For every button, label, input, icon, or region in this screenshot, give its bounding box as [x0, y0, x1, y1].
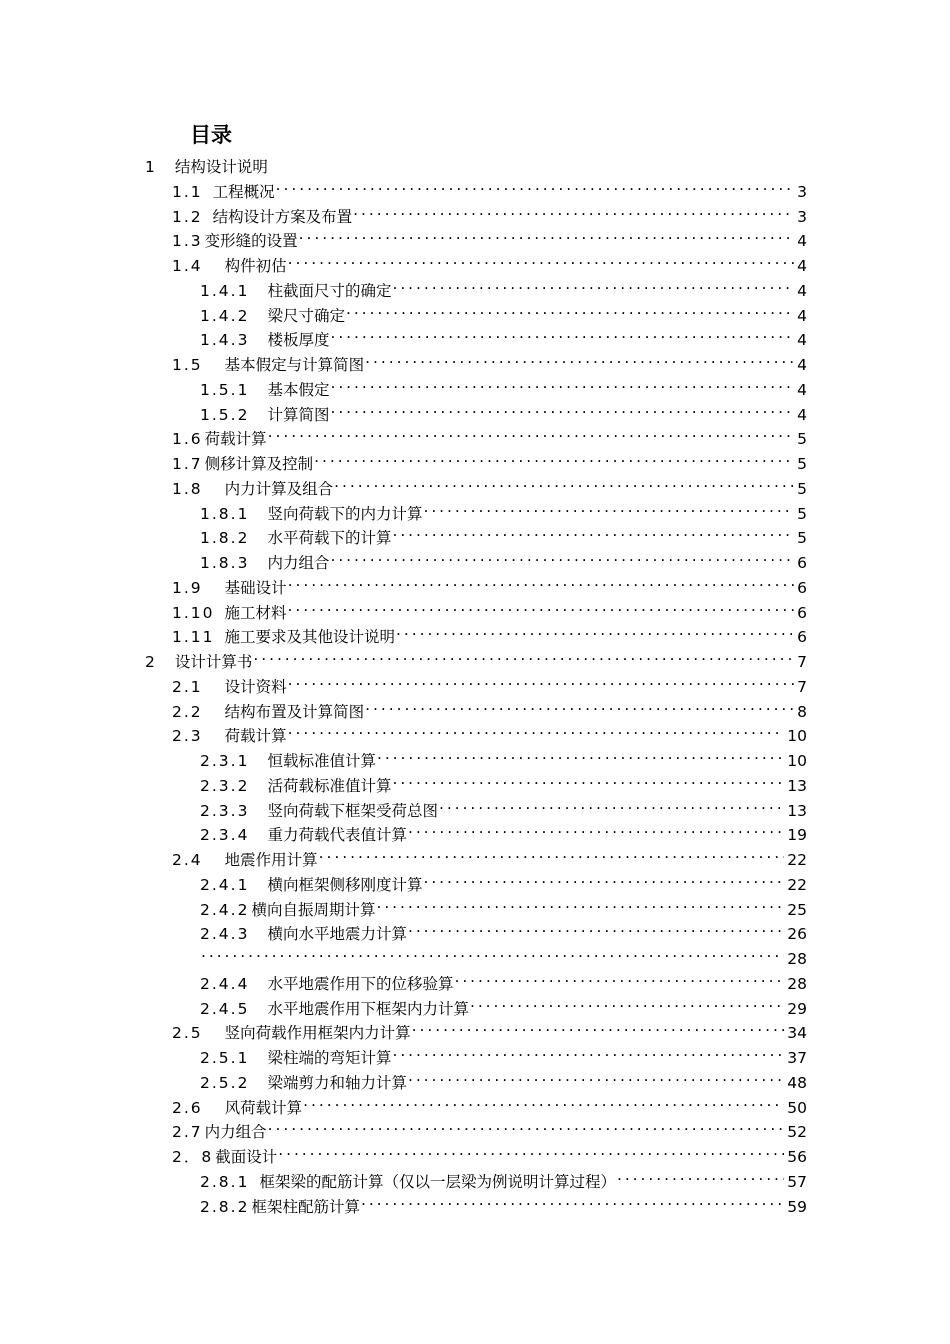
toc-entry-page: 28 — [787, 974, 807, 993]
toc-entry-page: 48 — [787, 1073, 807, 1092]
toc-entry-title: 梁端剪力和轴力计算 — [267, 1073, 407, 1092]
toc-entry-title: 施工材料 — [224, 603, 287, 622]
toc-dot-leader — [201, 940, 784, 964]
toc-entry[interactable] — [172, 173, 807, 201]
toc-entry-number: 1.6 — [172, 430, 203, 449]
toc-entry-page: 3 — [797, 207, 807, 226]
toc-entry-number: 2 — [145, 653, 157, 671]
toc-entry[interactable] — [200, 816, 807, 845]
toc-entry-title: 横向自振周期计算 — [251, 900, 376, 919]
toc-entry-number: 1.10 — [172, 603, 215, 622]
toc-entry-page: 6 — [797, 578, 807, 597]
toc-entry-number: 1.8.1 — [200, 504, 250, 523]
toc-entry-number: 2.4.2 — [200, 900, 250, 919]
toc-entry-number: 1.7 — [172, 455, 203, 473]
toc-entry-page: 4 — [797, 306, 807, 325]
toc-dot-leader — [276, 173, 794, 197]
toc-entry[interactable] — [172, 668, 807, 696]
toc-entry-title: 风荷载计算 — [224, 1098, 303, 1117]
toc-entry[interactable] — [172, 1113, 807, 1142]
toc-entry-number: 2.3.3 — [200, 801, 250, 820]
toc-entry-title: 竖向荷载下的内力计算 — [267, 504, 423, 523]
toc-dot-leader — [253, 643, 794, 667]
toc-entry-page: 37 — [787, 1049, 807, 1067]
toc-entry-title: 变形缝的设置 — [204, 232, 298, 251]
toc-entry-number: 2．8 — [172, 1148, 214, 1166]
toc-entry[interactable] — [200, 495, 807, 523]
toc-dot-leader — [269, 148, 804, 172]
toc-entry-number: 1.11 — [172, 628, 215, 647]
toc-dot-leader — [361, 1188, 784, 1212]
toc-entry-title: 竖向荷载作用框架内力计算 — [224, 1024, 411, 1043]
toc-entry[interactable] — [200, 321, 807, 350]
toc-entry-page: 8 — [797, 702, 807, 721]
toc-entry-number: 1.3 — [172, 232, 203, 251]
toc-entry-page: 4 — [797, 331, 807, 350]
toc-entry-page: 19 — [787, 826, 807, 845]
toc-dot-leader — [268, 1113, 785, 1137]
toc-entry[interactable] — [200, 866, 807, 894]
toc-entry[interactable] — [200, 297, 807, 325]
toc-entry-number: 2.2 — [172, 702, 203, 721]
toc-entry-number: 1.8.3 — [200, 554, 250, 572]
toc-dot-leader — [278, 1138, 784, 1162]
toc-entry-title: 水平地震作用下的位移验算 — [267, 974, 454, 993]
toc-entry-title: 梁柱端的弯矩计算 — [267, 1049, 392, 1067]
toc-dot-leader — [423, 866, 784, 890]
toc-entry[interactable] — [145, 148, 807, 176]
toc-dot-leader — [392, 1039, 784, 1063]
toc-entry-page: 3 — [797, 182, 807, 201]
toc-entry-page: 5 — [797, 455, 807, 473]
toc-dot-leader — [454, 965, 784, 989]
toc-entry-page: 34 — [787, 1024, 807, 1043]
toc-entry-title: 柱截面尺寸的确定 — [267, 281, 392, 300]
toc-dot-leader — [303, 1089, 784, 1113]
toc-entry[interactable] — [200, 742, 807, 770]
toc-dot-leader — [470, 990, 784, 1014]
toc-entry[interactable] — [200, 544, 807, 572]
toc-entry-number: 2.5 — [172, 1024, 203, 1043]
toc-dot-leader — [412, 1014, 785, 1038]
toc-entry-title: 框架柱配筋计算 — [251, 1197, 360, 1216]
toc-entry[interactable] — [145, 643, 807, 671]
toc-entry-page: 25 — [787, 900, 807, 919]
toc-entry[interactable] — [172, 198, 807, 226]
toc-entry-number: 1 — [145, 158, 157, 176]
toc-dot-leader — [288, 717, 785, 741]
toc-entry[interactable] — [172, 717, 807, 746]
toc-dot-leader — [268, 420, 794, 444]
toc-entry-number: 1.4.2 — [200, 306, 250, 325]
toc-entry[interactable] — [172, 247, 807, 275]
toc-entry-page: 4 — [797, 405, 807, 424]
toc-entry-page: 59 — [787, 1197, 807, 1216]
toc-entry-number: 1.8.2 — [200, 529, 250, 548]
toc-dot-leader — [377, 742, 784, 766]
toc-entry[interactable] — [200, 767, 807, 795]
toc-entry-title: 基本假定 — [267, 380, 330, 399]
toc-entry-page: 6 — [797, 554, 807, 572]
toc-dot-leader — [330, 371, 794, 395]
toc-dot-leader — [365, 693, 794, 717]
toc-entry[interactable] — [172, 1138, 807, 1166]
toc-entry[interactable] — [200, 1039, 807, 1067]
toc-entry[interactable] — [200, 891, 807, 919]
toc-entry[interactable] — [172, 1014, 807, 1043]
toc-dot-leader — [392, 519, 794, 543]
toc-entry-title: 竖向荷载下框架受荷总图 — [267, 801, 438, 820]
toc-entry-number: 1.4.1 — [200, 281, 250, 300]
toc-entry-page: 22 — [787, 851, 807, 869]
toc-entry-number: 2.6 — [172, 1098, 203, 1117]
toc-entry-title: 内力组合 — [267, 554, 330, 572]
toc-entry-page: 5 — [797, 529, 807, 548]
toc-entry-title: 内力计算及组合 — [224, 479, 334, 498]
toc-entry-title: 结构布置及计算简图 — [224, 702, 365, 721]
toc-dot-leader — [334, 470, 794, 494]
toc-entry-number: 1.2 — [172, 207, 203, 226]
toc-dot-leader — [319, 841, 785, 865]
toc-dot-leader — [365, 346, 794, 370]
toc-entry-number: 1.5.2 — [200, 405, 250, 424]
toc-entry-number: 2.3.4 — [200, 826, 250, 845]
toc-entry-number: 1.9 — [172, 578, 203, 597]
toc-entry[interactable] — [200, 792, 807, 820]
toc-entry-number: 1.5.1 — [200, 380, 250, 399]
toc-entry-number: 2.3.1 — [200, 752, 250, 770]
toc-entry[interactable] — [200, 371, 807, 399]
toc-entry-number: 2.4.3 — [200, 925, 250, 944]
toc-entry-title: 截面设计 — [215, 1148, 278, 1166]
toc-entry[interactable] — [172, 222, 807, 251]
toc-entry-number: 2.3 — [172, 727, 203, 746]
toc-dot-leader — [330, 396, 794, 420]
toc-entry-title: 工程概况 — [212, 182, 275, 201]
toc-entry-page: 13 — [787, 801, 807, 820]
toc-dot-leader — [396, 618, 794, 642]
toc-entry-page: 4 — [797, 356, 807, 374]
toc-entry-title: 计算简图 — [267, 405, 330, 424]
toc-entry-number: 2.5.1 — [200, 1049, 250, 1067]
toc-entry[interactable] — [200, 396, 807, 424]
toc-entry[interactable] — [172, 470, 807, 498]
toc-entry-title: 梁尺寸确定 — [267, 306, 345, 325]
toc-entry-page: 4 — [797, 380, 807, 399]
toc-dot-leader — [314, 445, 794, 469]
toc-dot-leader — [330, 321, 794, 345]
toc-entry-title: 设计资料 — [224, 677, 287, 696]
toc-entry[interactable] — [200, 990, 807, 1018]
toc-entry-title: 荷载计算 — [224, 727, 287, 746]
toc-entry-title: 设计计算书 — [174, 653, 253, 671]
toc-entry[interactable] — [200, 1163, 807, 1191]
toc-entry[interactable] — [200, 1188, 807, 1216]
toc-entry-title: 侧移计算及控制 — [204, 455, 314, 473]
toc-entry[interactable] — [200, 519, 807, 548]
toc-dot-leader — [353, 198, 794, 222]
toc-entry-number: 1.8 — [172, 479, 203, 498]
toc-entry-page: 29 — [787, 999, 807, 1018]
toc-entry[interactable] — [172, 693, 807, 721]
toc-dot-leader — [408, 1064, 784, 1088]
toc-dot-leader — [439, 792, 784, 816]
toc-entry[interactable] — [172, 618, 807, 647]
toc-entry-page: 26 — [787, 925, 807, 944]
toc-entry-page: 50 — [787, 1098, 807, 1117]
toc-entry-number: 1.5 — [172, 356, 203, 374]
toc-entry-title: 重力荷载代表值计算 — [267, 826, 407, 845]
toc-entry-page: 56 — [787, 1148, 807, 1166]
toc-entry[interactable] — [172, 445, 807, 473]
toc-entry-number: 2.8.1 — [200, 1172, 250, 1191]
toc-entry-title: 内力组合 — [204, 1123, 267, 1142]
toc-entry-page: 4 — [797, 281, 807, 300]
toc-entry-title: 横向水平地震力计算 — [267, 925, 407, 944]
toc-entry-title: 结构设计说明 — [174, 158, 268, 176]
toc-dot-leader — [288, 569, 794, 593]
toc-dot-leader — [376, 891, 784, 915]
toc-entry-number: 2.4 — [172, 851, 203, 869]
toc-entry-page: 5 — [797, 430, 807, 449]
toc-entry[interactable] — [172, 841, 807, 869]
toc-dot-leader — [288, 247, 794, 271]
toc-entry-page: 22 — [787, 875, 807, 894]
toc-entry-number: 1.4.3 — [200, 331, 250, 350]
toc-dot-leader — [423, 495, 794, 519]
toc-entry-title: 框架梁的配筋计算（仅以一层梁为例说明计算过程） — [259, 1172, 616, 1191]
toc-entry[interactable] — [172, 1089, 807, 1117]
toc-dot-leader — [288, 594, 795, 618]
toc-title: 目录 — [190, 123, 232, 147]
toc-entry[interactable] — [200, 965, 807, 993]
toc-entry-number: 1.4 — [172, 257, 203, 275]
toc-dot-leader — [617, 1163, 784, 1187]
toc-entry[interactable] — [172, 420, 807, 449]
toc-entry-page: 6 — [797, 628, 807, 647]
toc-entry-page: 5 — [797, 504, 807, 523]
toc-entry-title: 恒载标准值计算 — [267, 752, 376, 770]
toc-entry-title: 横向框架侧移刚度计算 — [267, 875, 423, 894]
toc-entry-page: 10 — [787, 727, 807, 746]
toc-entry-page: 10 — [787, 752, 807, 770]
toc-entry-title: 水平地震作用下框架内力计算 — [267, 999, 469, 1018]
toc-entry-page: 52 — [787, 1123, 807, 1142]
toc-dot-leader — [288, 668, 794, 692]
toc-entry-number: 1.1 — [172, 182, 203, 201]
toc-entry-page: 7 — [797, 653, 807, 671]
toc-entry-page: 5 — [797, 479, 807, 498]
toc-entry-title: 荷载计算 — [204, 430, 267, 449]
toc-entry[interactable] — [172, 569, 807, 597]
toc-entry-number: 2.4.1 — [200, 875, 250, 894]
toc-dot-leader — [392, 767, 784, 791]
toc-entry-page: 57 — [787, 1172, 807, 1191]
toc-entry-title: 楼板厚度 — [267, 331, 330, 350]
toc-entry-title: 基础设计 — [224, 578, 287, 597]
toc-entry-page: 28 — [787, 950, 807, 968]
toc-dot-leader — [346, 297, 794, 321]
toc-entry-title: 水平荷载下的计算 — [267, 529, 392, 548]
toc-entry-number: 2.5.2 — [200, 1073, 250, 1092]
toc-entry[interactable] — [200, 940, 807, 968]
toc-entry-title: 施工要求及其他设计说明 — [224, 628, 396, 647]
toc-entry-page: 6 — [797, 603, 807, 622]
toc-dot-leader — [408, 816, 784, 840]
toc-entry[interactable] — [200, 1064, 807, 1092]
toc-entry-page: 4 — [797, 232, 807, 251]
toc-entry[interactable] — [200, 272, 807, 300]
toc-entry-page: 7 — [797, 677, 807, 696]
toc-entry-title: 结构设计方案及布置 — [212, 207, 353, 226]
toc-entry[interactable] — [172, 346, 807, 374]
toc-entry-title: 构件初估 — [224, 257, 287, 275]
toc-entry-number: 2.4.5 — [200, 999, 250, 1018]
toc-entry-title: 地震作用计算 — [224, 851, 318, 869]
toc-entry[interactable] — [172, 594, 807, 622]
toc-entry-title: 基本假定与计算简图 — [224, 356, 365, 374]
toc-entry-number: 2.7 — [172, 1123, 203, 1142]
toc-entry-title: 活荷载标准值计算 — [267, 776, 392, 795]
toc-entry-number: 2.8.2 — [200, 1197, 250, 1216]
toc-dot-leader — [330, 544, 794, 568]
toc-dot-leader — [299, 222, 794, 246]
toc-dot-leader — [408, 915, 784, 939]
toc-dot-leader — [392, 272, 794, 296]
toc-entry-page: 4 — [797, 257, 807, 275]
toc-entry-number: 2.1 — [172, 677, 203, 696]
toc-entry-page: 13 — [787, 776, 807, 795]
toc-entry[interactable] — [200, 915, 807, 944]
toc-entry-number: 2.3.2 — [200, 776, 250, 795]
toc-entry-number: 2.4.4 — [200, 974, 250, 993]
